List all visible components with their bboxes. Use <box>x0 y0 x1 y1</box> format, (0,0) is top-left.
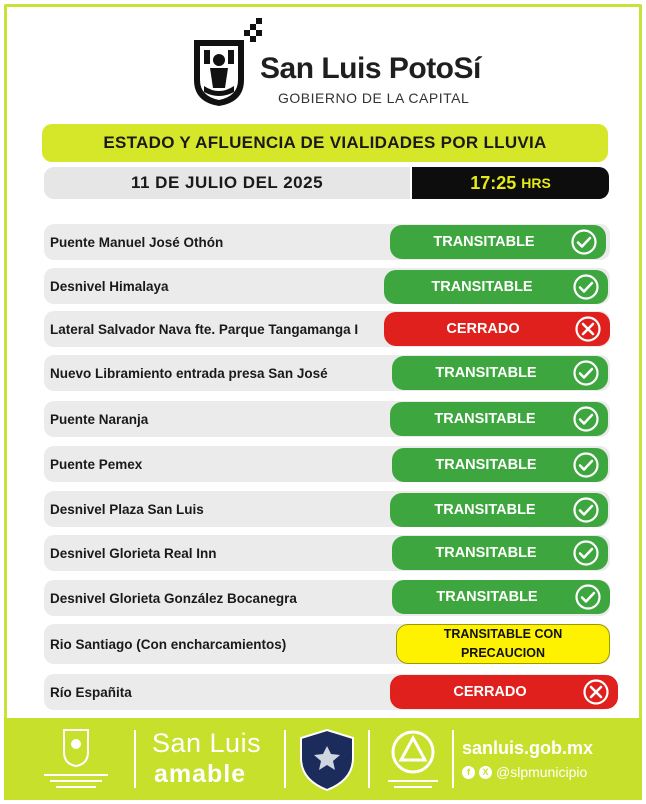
status-badge <box>392 580 610 614</box>
status-text: CERRADO <box>446 321 520 337</box>
road-name: Río Españita <box>50 684 132 700</box>
brand-title: San Luis PotoSí <box>260 52 481 85</box>
road-row <box>44 401 610 437</box>
police-badge-icon <box>296 728 358 792</box>
check-circle-icon <box>572 539 600 567</box>
status-text: TRANSITABLE <box>433 234 535 250</box>
check-circle-icon <box>572 359 600 387</box>
status-text: TRANSITABLE <box>435 365 537 381</box>
status-badge <box>390 225 606 259</box>
status-text: TRANSITABLE <box>436 589 538 605</box>
report-title: ESTADO Y AFLUENCIA DE VIALIDADES POR LLUVIA <box>42 124 608 162</box>
road-row <box>44 624 610 664</box>
report-time-unit: HRS <box>521 175 551 191</box>
facebook-icon: f <box>462 766 475 779</box>
status-text-line2: PRECAUCION <box>460 646 546 660</box>
website-link[interactable]: sanluis.gob.mx <box>462 738 594 758</box>
check-circle-icon <box>570 228 598 256</box>
road-row <box>44 446 610 482</box>
amable-line2: amable <box>154 760 247 788</box>
social-handle[interactable] <box>462 764 587 780</box>
road-row <box>44 311 610 347</box>
status-text: TRANSITABLE <box>431 279 533 295</box>
check-circle-icon <box>572 496 600 524</box>
road-name: Desnivel Glorieta González Bocanegra <box>50 590 297 606</box>
status-text: TRANSITABLE <box>434 502 536 518</box>
road-name: Puente Manuel José Othón <box>50 234 224 250</box>
road-name: Desnivel Glorieta Real Inn <box>50 545 217 561</box>
check-circle-icon <box>572 451 600 479</box>
road-name: Puente Naranja <box>50 411 149 427</box>
municipal-seal-icon <box>38 726 114 794</box>
status-text: TRANSITABLE <box>434 411 536 427</box>
road-row <box>44 580 610 616</box>
status-badge <box>392 536 608 570</box>
check-circle-icon <box>574 583 602 611</box>
report-time-value: 17:25 <box>470 172 517 193</box>
footer-divider <box>284 730 286 788</box>
road-name: Puente Pemex <box>50 456 143 472</box>
road-row <box>44 268 610 304</box>
footer-divider <box>134 730 136 788</box>
road-row <box>44 224 610 260</box>
brand-subtitle: GOBIERNO DE LA CAPITAL <box>278 90 470 106</box>
amable-line1: San Luis <box>152 728 262 758</box>
status-text-line1: TRANSITABLE CON <box>443 627 563 641</box>
road-row <box>44 355 610 391</box>
road-row <box>44 674 610 710</box>
road-name: Rio Santiago (Con encharcamientos) <box>50 636 287 652</box>
footer-bar <box>4 718 642 800</box>
report-time <box>412 167 609 199</box>
footer-divider <box>368 730 370 788</box>
status-text: TRANSITABLE <box>435 457 537 473</box>
road-name: Desnivel Himalaya <box>50 278 169 294</box>
status-badge <box>384 270 608 304</box>
road-name: Desnivel Plaza San Luis <box>50 501 204 517</box>
status-text: CERRADO <box>453 684 527 700</box>
road-row <box>44 535 610 571</box>
road-name: Lateral Salvador Nava fte. Parque Tangamanga I <box>50 321 359 337</box>
footer-divider <box>452 730 454 788</box>
x-circle-icon <box>582 678 610 706</box>
report-date: 11 DE JULIO DEL 2025 <box>44 167 410 199</box>
status-text <box>397 625 609 663</box>
civil-protection-icon <box>380 726 446 796</box>
city-crest-icon <box>190 36 248 108</box>
social-handle-text: @slpmunicipio <box>496 764 588 780</box>
road-name: Nuevo Libramiento entrada presa San José <box>50 365 328 381</box>
brand-logo <box>190 18 480 110</box>
status-badge <box>390 493 608 527</box>
status-badge <box>390 675 618 709</box>
check-circle-icon <box>572 273 600 301</box>
x-icon: X <box>479 766 492 779</box>
status-badge <box>390 402 608 436</box>
x-circle-icon <box>574 315 602 343</box>
status-badge <box>396 624 610 664</box>
road-row <box>44 491 610 527</box>
status-badge <box>384 312 610 346</box>
status-badge <box>392 448 608 482</box>
status-text: TRANSITABLE <box>435 545 537 561</box>
check-circle-icon <box>572 405 600 433</box>
status-badge <box>392 356 608 390</box>
